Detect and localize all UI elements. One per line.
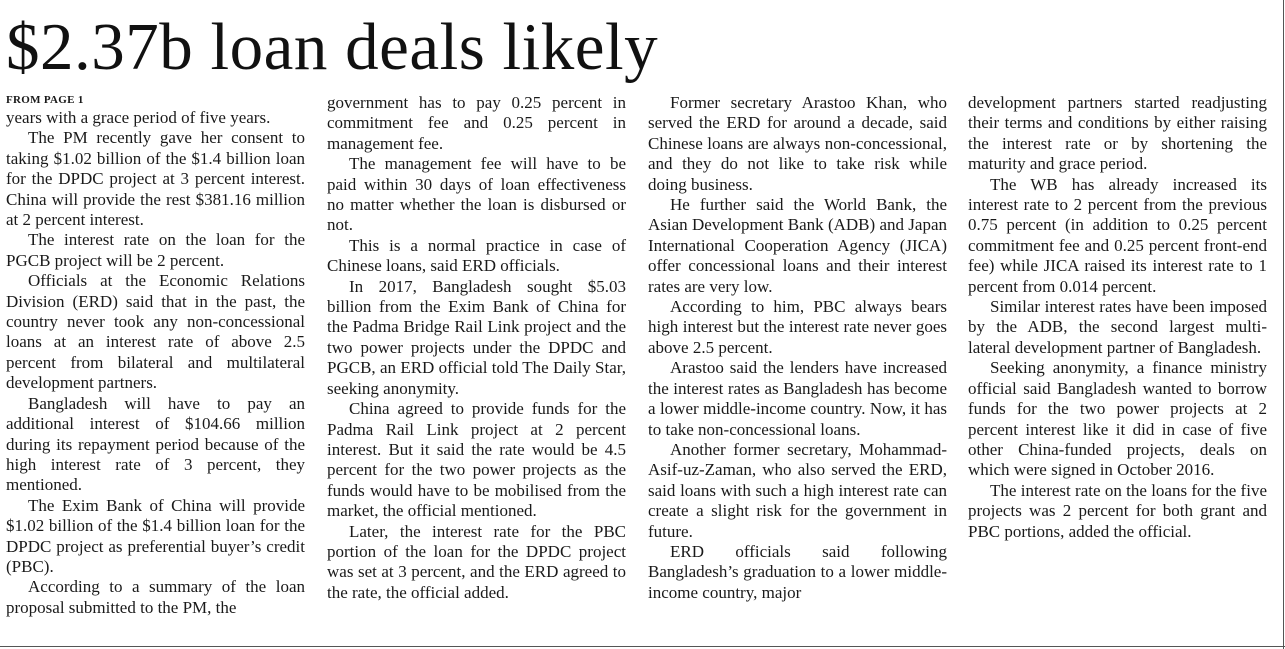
paragraph: Former secretary Arastoo Khan, who served the ERD for around a decade, said Chinese loans are always non-concessional, and they do not like to take risk while doing business. [648, 93, 947, 194]
paragraph: government has to pay 0.25 percent in commitment fee and 0.25 percent in management fee. [327, 93, 626, 153]
paragraph: The interest rate on the loan for the PGCB project will be 2 percent. [6, 230, 305, 270]
page-border-right [1283, 0, 1284, 649]
paragraph: Later, the interest rate for the PBC portion of the loan for the DPDC project was set at 3 percent, and the ERD agreed to the rate, the official added. [327, 521, 626, 602]
paragraph: Seeking anonymity, a finance ministry official said Bangladesh wanted to borrow funds for the two power projects at 2 percent interest like it did in case of five other China-funded projects, deals on which were signed in October 2016. [968, 358, 1267, 480]
paragraph: Arastoo said the lenders have increased the interest rates as Bangladesh has become a lower middle-income country. Now, it has to take non-concessional loans. [648, 358, 947, 439]
paragraph: The Exim Bank of China will provide $1.02 billion of the $1.4 billion loan for the DPDC project as preferential buyer’s credit (PBC). [6, 495, 305, 576]
paragraph: The interest rate on the loans for the five projects was 2 percent for both grant and PBC portions, added the official. [968, 480, 1267, 541]
paragraph: This is a normal practice in case of Chinese loans, said ERD officials. [327, 235, 626, 276]
paragraph: According to a summary of the loan proposal submitted to the PM, the [6, 577, 305, 617]
article-column-1 [6, 93, 305, 618]
paragraph: The WB has already increased its interest rate to 2 percent from the previous 0.75 percent (in addition to 0.25 percent commitment fee and 0.25 percent front-end fee) while JICA raised its interest rate to 1 percent from 0.014 percent. [968, 174, 1267, 296]
paragraph: The PM recently gave her consent to taking $1.02 billion of the $1.4 billion loan for the DPDC project at 3 percent interest. China will provide the rest $381.16 million at 2 percent interest. [6, 128, 305, 230]
headline: $2.37b loan deals likely [6, 10, 659, 84]
paragraph: Officials at the Economic Relations Division (ERD) said that in the past, the country never took any non-concessional loans at an interest rate of above 2.5 percent from bilateral and multilateral development partners. [6, 271, 305, 393]
paragraph: According to him, PBC always bears high interest but the interest rate never goes above 2.5 percent. [648, 297, 947, 357]
paragraph: Another former secretary, Mohammad-Asif-uz-Zaman, who also served the ERD, said loans with such a high interest rate can create a slight risk for the government in future. [648, 439, 947, 541]
paragraph: ERD officials said following Bangladesh’s graduation to a lower middle-income country, major [648, 541, 947, 602]
paragraph: China agreed to provide funds for the Padma Rail Link project at 2 percent interest. But it said the rate would be 4.5 percent for the two power projects as the funds would have to be mobilised from the market, the official mentioned. [327, 399, 626, 521]
paragraph: The management fee will have to be paid within 30 days of loan effectiveness no matter whether the loan is disbursed or not. [327, 154, 626, 235]
article-column-3 [648, 93, 947, 603]
paragraph: years with a grace period of five years. [6, 108, 271, 127]
paragraph: He further said the World Bank, the Asian Development Bank (ADB) and Japan International Cooperation Agency (JICA) offer concessional loans and their interest rates are very low. [648, 195, 947, 296]
article-column-4 [968, 93, 1267, 542]
article-column-2 [327, 93, 626, 603]
paragraph: In 2017, Bangladesh sought $5.03 billion from the Exim Bank of China for the Padma Bridge Rail Link project and the two power projects under the DPDC and PGCB, an ERD official told The Daily Star, seeking anonymity. [327, 276, 626, 398]
paragraph: Bangladesh will have to pay an additional interest of $104.66 million during its repayment period because of the high interest rate of 3 percent, they mentioned. [6, 393, 305, 495]
page-border-bottom [0, 646, 1285, 647]
paragraph: development partners started readjusting their terms and conditions by either raising the interest rate or by shortening the maturity and grace period. [968, 93, 1267, 174]
continuation-kicker: FROM PAGE 1 [6, 94, 84, 106]
paragraph: Similar interest rates have been imposed by the ADB, the second largest multi-lateral development partner of Bangladesh. [968, 297, 1267, 357]
